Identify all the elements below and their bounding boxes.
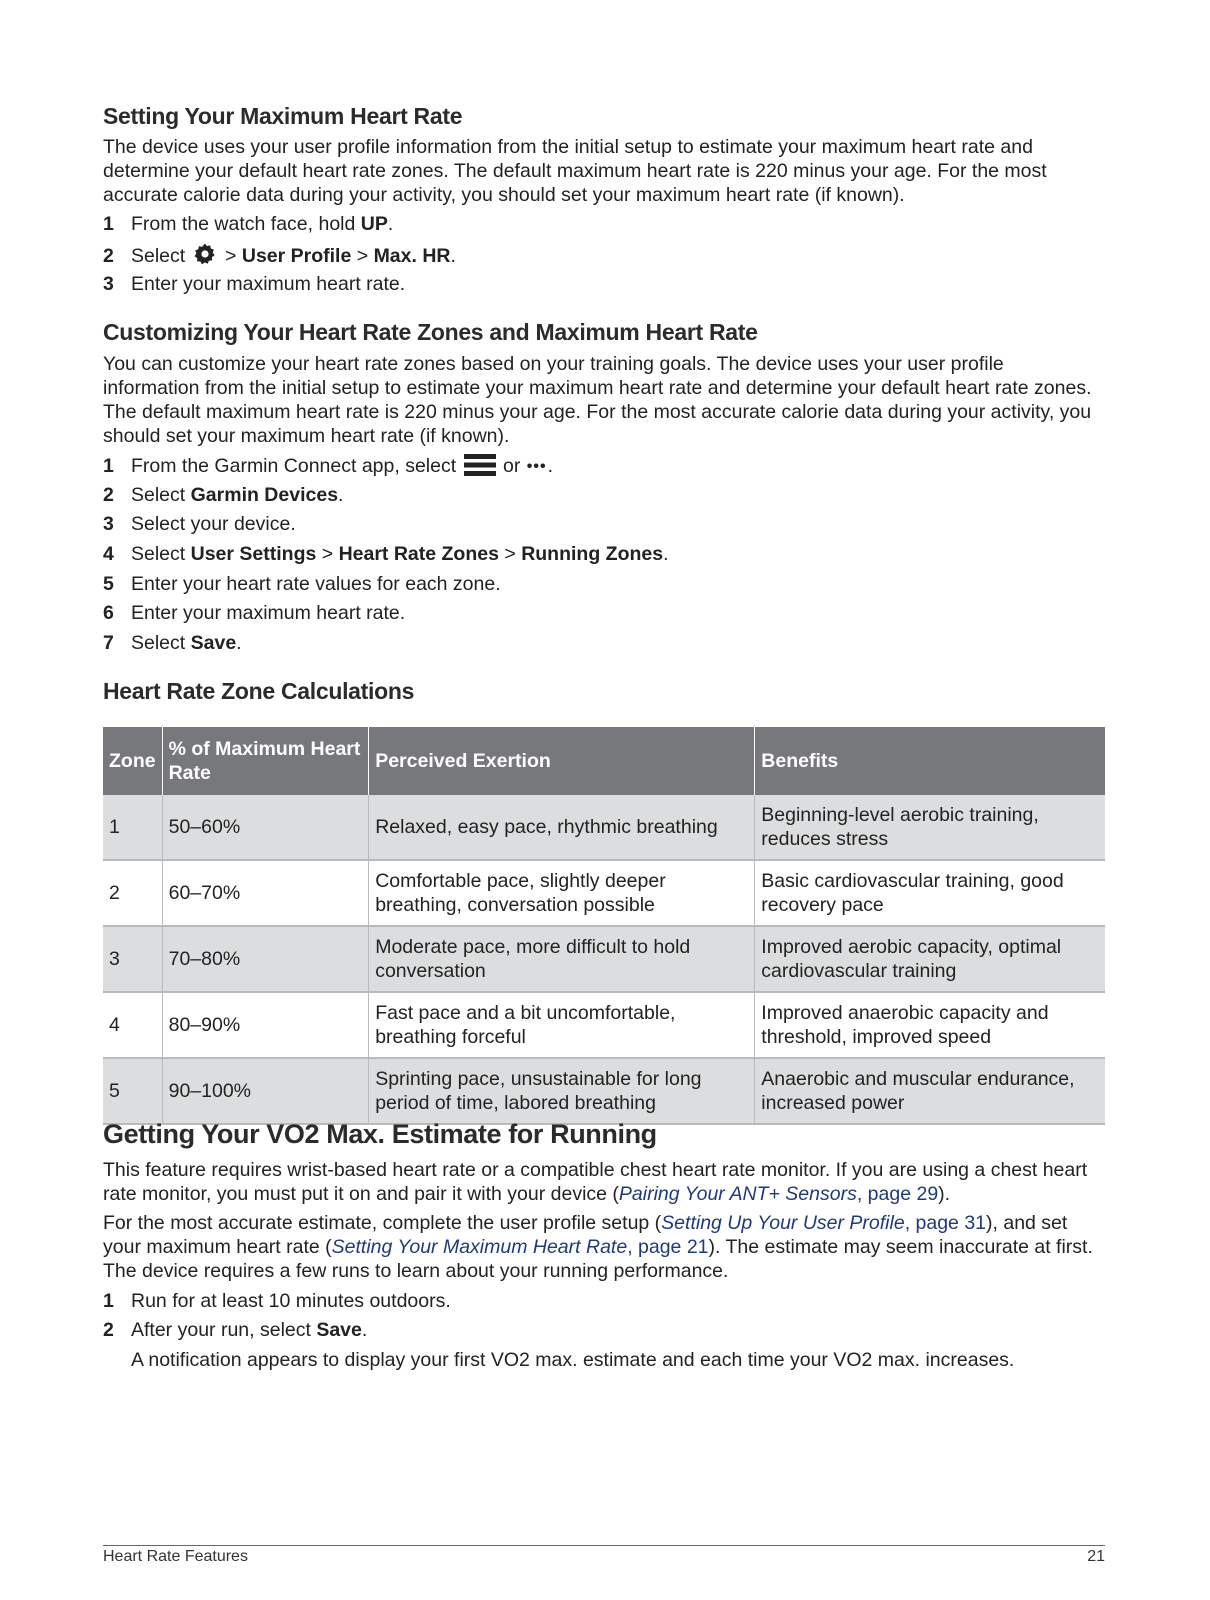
step-1 [103,1289,1105,1313]
link-page-ref[interactable]: , page 21 [627,1236,709,1258]
step-text: Select [131,484,191,506]
table-cell: Moderate pace, more difficult to hold conversation [369,926,755,992]
column-header-perceived-exertion: Perceived Exertion [369,727,755,795]
table-cell: Fast pace and a bit uncomfortable, breathing forceful [369,992,755,1058]
table-cell: Basic cardiovascular training, good recovery pace [755,860,1105,926]
footer-section-name: Heart Rate Features [103,1548,248,1565]
table-row [103,926,1105,992]
column-header-zone: Zone [103,727,162,795]
step-number: 3 [103,273,114,295]
step-result-note: A notification appears to display your first VO2 max. estimate and each time your VO2 max. increases. [131,1349,1015,1371]
column-header-benefits: Benefits [755,727,1105,795]
step-text: . [338,484,344,506]
link-page-ref[interactable]: , page 29 [856,1183,939,1205]
step-text: . [236,632,242,654]
table-cell: 70–80% [162,926,369,992]
table-cell: 50–60% [162,795,369,860]
menu-icon [464,453,496,483]
table-cell: Improved anaerobic capacity and threshold, improved speed [755,992,1105,1058]
step-text: Run for at least 10 minutes outdoors. [131,1290,451,1312]
gear-icon [193,242,217,272]
step-3 [103,272,1105,296]
step-1 [103,453,1105,483]
section-heading-zone-calculations: Heart Rate Zone Calculations [103,678,415,704]
ui-label-running-zones: Running Zones [521,543,664,565]
table-cell: Beginning-level aerobic training, reduces stress [755,795,1105,860]
step-6 [103,601,1105,625]
step-text: Enter your maximum heart rate. [131,273,406,295]
step-text: . [387,213,394,235]
table-row [103,992,1105,1058]
step-7 [103,631,1105,655]
step-text: > [498,543,522,565]
step-number: 2 [103,1319,114,1341]
paragraph-text: This feature requires wrist-based heart rate or a compatible chest heart rate monitor. If you are using a chest heart rate monitor, you must put it on and pair it with your device ( [103,1159,1088,1205]
footer-divider [103,1545,1105,1546]
link-page-ref[interactable]: , page 31 [904,1212,987,1234]
step-text: Select your device. [131,513,296,535]
section-heading-vo2-max: Getting Your VO2 Max. Estimate for Running [103,1119,657,1149]
table-cell: Comfortable pace, slightly deeper breathing, conversation possible [369,860,755,926]
table-cell: 4 [103,992,162,1058]
step-text: . [450,245,456,267]
step-number: 3 [103,513,114,535]
step-text: > [219,245,242,267]
step-text: Select [131,245,191,267]
section-paragraph-customizing-zones: You can customize your heart rate zones based on your training goals. The device uses your user profile information from the initial setup to estimate your maximum heart rate and determine your default heart rate zones. The default maximum heart rate is 220 minus your age. For the most accurate calorie data during your activity, you should set your maximum heart rate (if known). [103,353,1092,447]
table-cell: 90–100% [162,1058,369,1124]
paragraph-text: ), and set your maximum heart rate ( [103,1212,1068,1258]
table-cell: Sprinting pace, unsustainable for long period of time, labored breathing [369,1058,755,1124]
link-setting-up-user-profile[interactable]: Setting Up Your User Profile [661,1212,905,1234]
paragraph-text: ). The estimate may seem inaccurate at first. The device requires a few runs to learn about your running performance. [103,1236,1093,1282]
section-heading-customizing-zones: Customizing Your Heart Rate Zones and Maximum Heart Rate [103,319,758,345]
table-cell: Anaerobic and muscular endurance, increased power [755,1058,1105,1124]
table-cell: 60–70% [162,860,369,926]
step-2 [103,1318,1105,1342]
section-paragraph-vo2-accuracy [103,1211,1105,1283]
heart-rate-zone-table [103,727,1105,1125]
step-2 [103,483,1105,507]
table-row [103,1058,1105,1124]
more-options-icon: ••• [526,458,547,475]
section-heading-max-hr: Setting Your Maximum Heart Rate [103,103,463,129]
step-text: . [663,543,669,565]
link-pairing-ant-sensors[interactable]: Pairing Your ANT+ Sensors [618,1183,857,1205]
step-4 [103,542,1105,566]
column-header-percent-max-hr: % of Maximum Heart Rate [162,727,369,795]
table-cell: 80–90% [162,992,369,1058]
ui-label-max-hr: Max. HR [373,245,451,267]
step-text: > [351,245,374,267]
step-5 [103,572,1105,596]
step-text: From the watch face, hold [131,213,361,235]
step-text: Enter your heart rate values for each zone. [131,573,501,595]
step-1 [103,212,1105,236]
step-number: 1 [103,1290,114,1312]
ui-label-save: Save [190,632,237,654]
step-number: 7 [103,632,114,654]
link-setting-max-heart-rate[interactable]: Setting Your Maximum Heart Rate [331,1236,628,1258]
section-paragraph-max-hr: The device uses your user profile information from the initial setup to estimate your maximum heart rate and determine your default heart rate zones. The default maximum heart rate is 220 minus your age. For the most accurate calorie data during your activity, you should set your maximum heart rate (if known). [103,136,1047,206]
step-text: . [361,1319,368,1341]
table-cell: 2 [103,860,162,926]
step-number: 1 [103,455,114,477]
table-cell: Relaxed, easy pace, rhythmic breathing [369,795,755,860]
step-text: Select [131,632,191,654]
step-text: After your run, select [131,1319,317,1341]
step-number: 2 [103,484,114,506]
ui-label-user-settings: User Settings [190,543,317,565]
ui-label-save: Save [316,1319,362,1341]
step-text: . [547,455,553,477]
ui-label-heart-rate-zones: Heart Rate Zones [338,543,499,565]
step-3 [103,512,1105,536]
step-number: 5 [103,573,114,595]
table-row [103,860,1105,926]
table-header-row [103,727,1105,795]
step-number: 2 [103,245,114,267]
table-cell: Improved aerobic capacity, optimal cardiovascular training [755,926,1105,992]
table-row [103,795,1105,860]
table-cell: 5 [103,1058,162,1124]
section-paragraph-vo2-requirements [103,1158,1105,1206]
ui-label-user-profile: User Profile [241,245,352,267]
step-text: From the Garmin Connect app, select [131,455,462,477]
step-number: 1 [103,213,114,235]
step-text: or [497,455,526,477]
step-text: > [316,543,339,565]
table-cell: 1 [103,795,162,860]
ui-label-up: UP [360,213,388,235]
step-2 [103,242,1105,272]
footer-page-number: 21 [1087,1548,1105,1565]
step-number: 6 [103,602,114,624]
table-cell: 3 [103,926,162,992]
paragraph-text: For the most accurate estimate, complete the user profile setup ( [103,1212,662,1234]
step-text: Select [131,543,191,565]
ui-label-garmin-devices: Garmin Devices [190,484,339,506]
step-number: 4 [103,543,114,565]
paragraph-text: ). [938,1183,951,1205]
step-text: Enter your maximum heart rate. [131,602,406,624]
